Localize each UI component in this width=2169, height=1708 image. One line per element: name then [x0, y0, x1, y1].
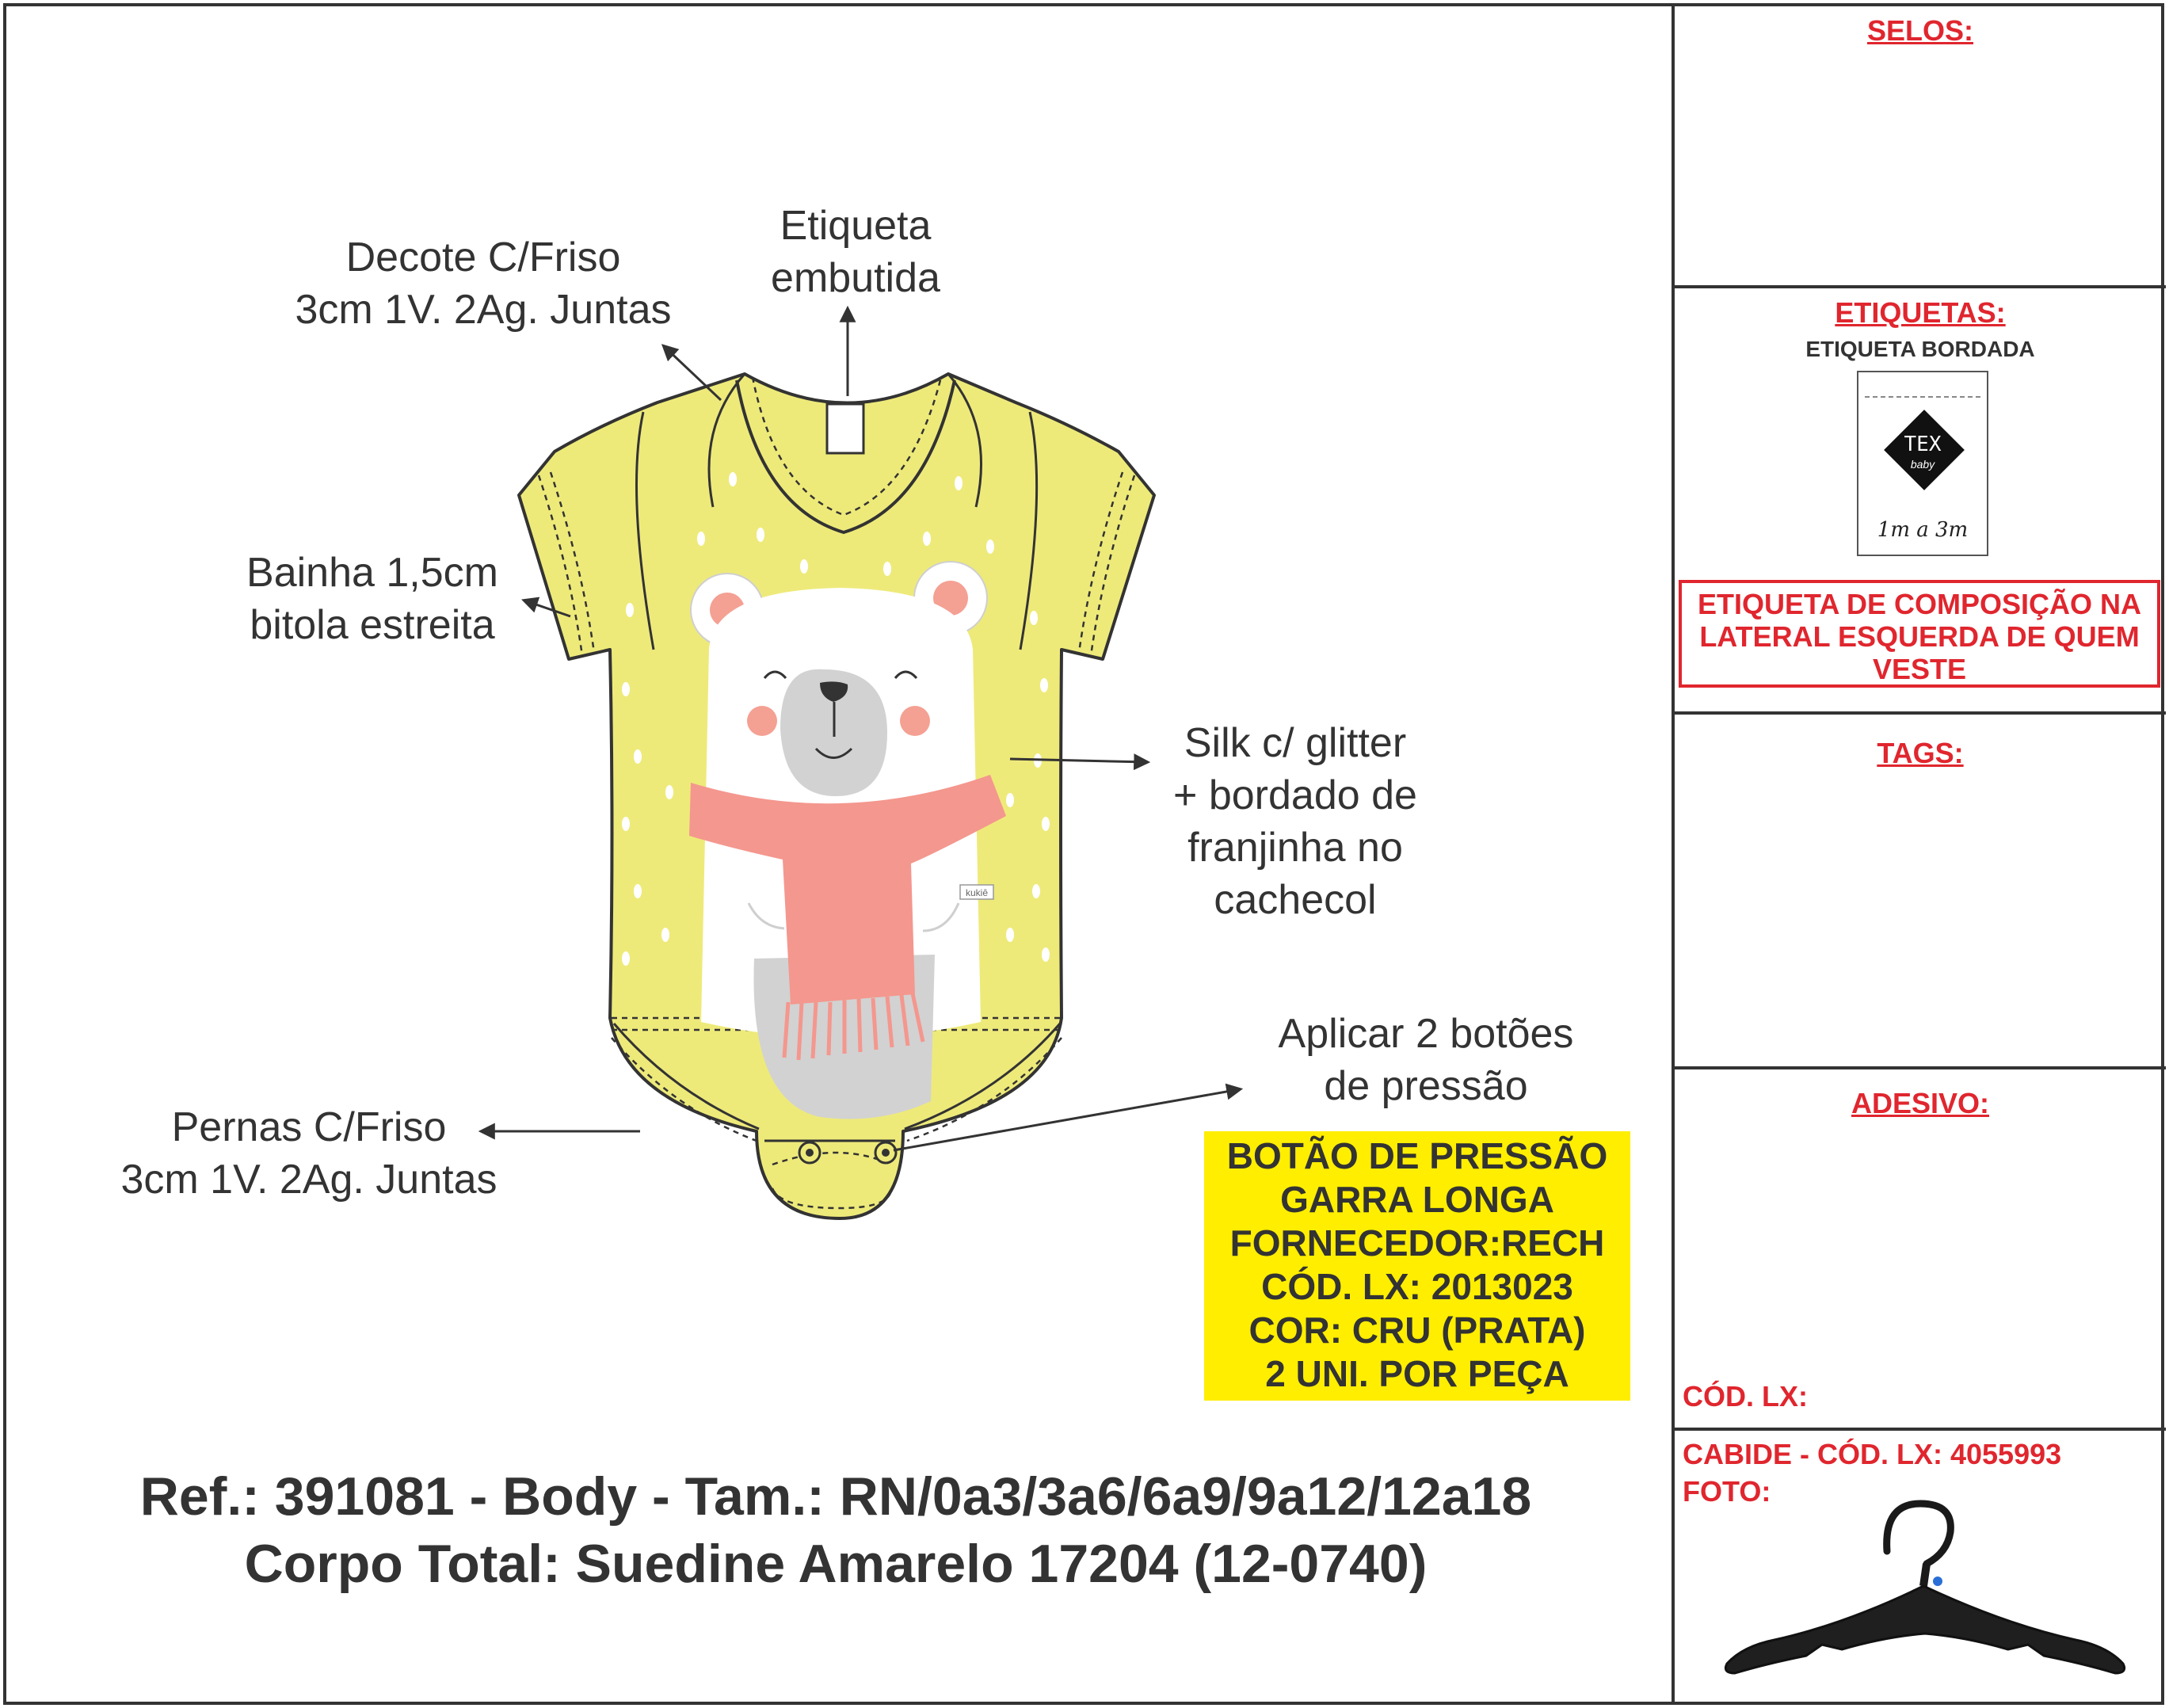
- foto-label: FOTO:: [1683, 1475, 1771, 1508]
- tags-title: TAGS:: [1877, 737, 1964, 769]
- callout-hem: Bainha 1,5cm bitola estreita: [246, 550, 498, 648]
- label-size-text: 1m a 3m: [1877, 518, 1969, 542]
- callout-neckline: Decote C/Friso 3cm 1V. 2Ag. Juntas: [295, 234, 672, 333]
- etiquetas-title: ETIQUETAS:: [1835, 296, 2006, 329]
- composition-note: ETIQUETA DE COMPOSIÇÃO NA LATERAL ESQUERDA DE QUEM VESTE: [1679, 580, 2160, 688]
- callout-legs: Pernas C/Friso 3cm 1V. 2Ag. Juntas: [120, 1104, 497, 1203]
- embroidered-label: [1857, 371, 1988, 556]
- hanger-icon: [1703, 1497, 2147, 1695]
- callout-embedded-label: Etiqueta embutida: [771, 203, 940, 301]
- sidebar-divider: [1672, 3, 1675, 1705]
- embedded-label-icon: [827, 404, 863, 453]
- scarf-tag: kukiê: [965, 887, 989, 898]
- callout-snap-buttons: Aplicar 2 botões de pressão: [1278, 1011, 1574, 1109]
- label-brand-text: TEX: [1904, 433, 1942, 456]
- button-spec-box: BOTÃO DE PRESSÃO GARRA LONGA FORNECEDOR:RECH CÓD. LX: 2013023 COR: CRU (PRATA) 2 UNI. POR PEÇA: [1204, 1131, 1630, 1401]
- selos-title: SELOS:: [1866, 14, 1973, 47]
- fabric-line: Corpo Total: Suedine Amarelo 17204 (12-0740): [244, 1534, 1428, 1594]
- sidebar-separator: [1672, 1066, 2166, 1069]
- sidebar-separator: [1672, 711, 2166, 715]
- cabide-label: CABIDE - CÓD. LX: 4055993: [1683, 1438, 2062, 1470]
- etiqueta-bordada-label: ETIQUETA BORDADA: [1805, 337, 2035, 361]
- reference-line: Ref.: 391081 - Body - Tam.: RN/0a3/3a6/6a9/9a12/12a18: [139, 1466, 1532, 1527]
- callout-silk: Silk c/ glitter + bordado de franjinha no cachecol: [1173, 720, 1417, 923]
- label-sub-text: baby: [1910, 458, 1935, 471]
- cod-lx-label: CÓD. LX:: [1683, 1380, 1808, 1413]
- sidebar-separator: [1672, 285, 2166, 288]
- adesivo-title: ADESIVO:: [1851, 1087, 1990, 1119]
- sidebar-separator: [1672, 1428, 2166, 1431]
